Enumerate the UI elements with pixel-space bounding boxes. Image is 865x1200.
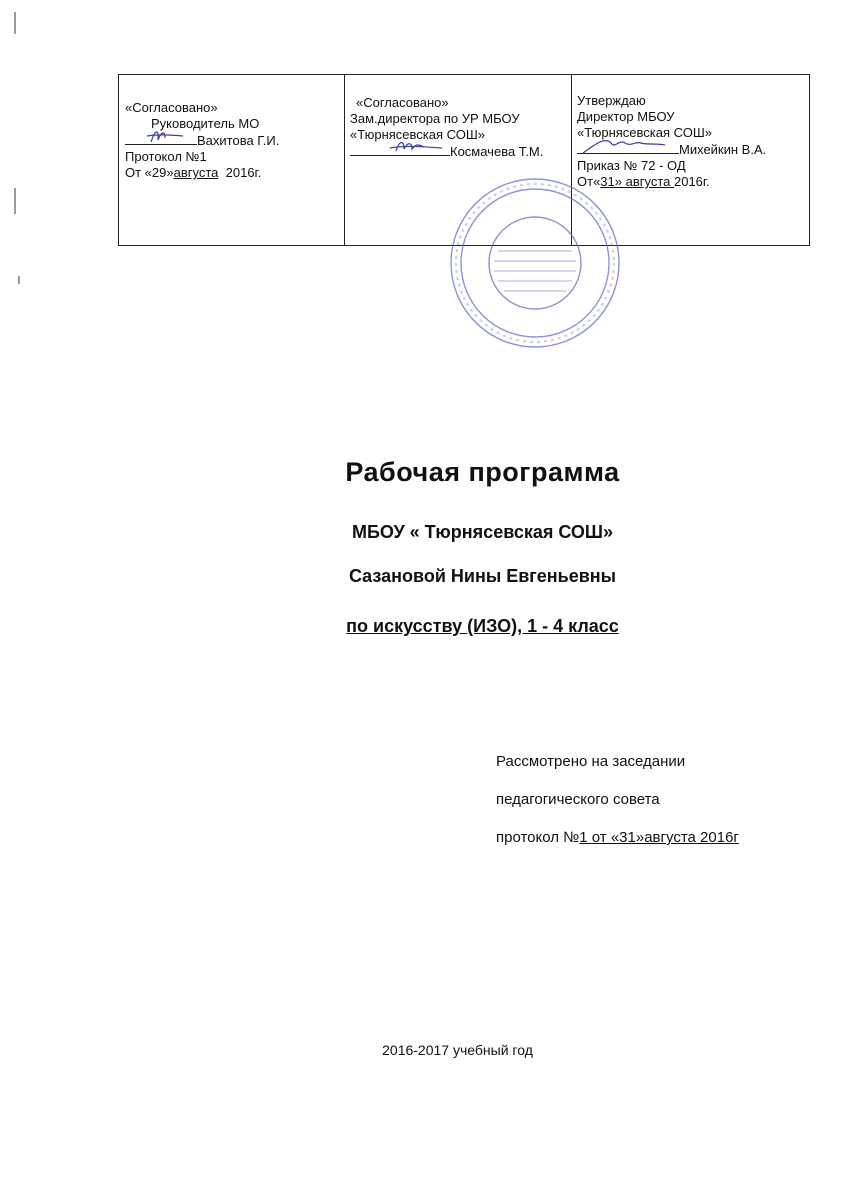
- academic-year: 2016-2017 учебный год: [382, 1042, 533, 1058]
- signature-image: [350, 135, 450, 157]
- date-prefix: От «29»: [125, 165, 174, 180]
- approval-school: «Тюрнясевская СОШ»: [577, 125, 713, 140]
- author-name: Сазановой Нины Евгеньевны: [348, 566, 617, 586]
- approval-date: [125, 165, 344, 181]
- approval-role: Директор МБОУ: [577, 109, 675, 124]
- date-month: 31» августа: [600, 174, 674, 189]
- approval-signer: Космачева Т.М.: [450, 144, 544, 159]
- date-year: 2016г.: [225, 165, 262, 180]
- date-month: августа: [173, 165, 219, 180]
- approval-school: «Тюрнясевская СОШ»: [350, 127, 486, 142]
- review-protocol-label: протокол №: [496, 829, 580, 846]
- official-stamp: [448, 176, 623, 351]
- margin-mark: [14, 188, 16, 214]
- school-name: МБОУ « Тюрнясевская СОШ»: [351, 522, 614, 542]
- date-prefix: От«: [577, 174, 601, 189]
- approval-signer: Вахитова Г.И.: [197, 133, 280, 148]
- margin-mark: [14, 12, 16, 34]
- approval-order: Приказ № 72 - ОД: [577, 158, 686, 173]
- page-title: Рабочая программа: [345, 457, 620, 487]
- signature-line: [350, 143, 450, 156]
- review-line: [496, 828, 739, 866]
- review-line: Рассмотрено на заседании: [496, 753, 686, 770]
- signature-line: [125, 132, 197, 145]
- approval-label: «Согласовано»: [125, 100, 218, 115]
- review-note: [496, 752, 739, 866]
- approval-signer: Михейкин В.А.: [679, 142, 767, 157]
- margin-mark: [18, 276, 20, 284]
- approval-protocol: Протокол №1: [125, 149, 207, 164]
- signature-image: [125, 124, 195, 146]
- subject-line: по искусству (ИЗО), 1 - 4 класс: [346, 616, 619, 636]
- approval-label: Утверждаю: [577, 93, 646, 108]
- date-year: 2016г.: [673, 174, 710, 189]
- signature-line: [577, 141, 679, 154]
- review-line: педагогического совета: [496, 791, 660, 808]
- signature-image: [577, 133, 679, 157]
- review-protocol-date: 1 от «31»августа 2016г: [579, 829, 739, 846]
- approval-role: Зам.директора по УР МБОУ: [350, 111, 520, 126]
- approval-label: «Согласовано»: [356, 95, 449, 110]
- approval-role: Руководитель МО: [151, 116, 260, 131]
- approval-cell-mo: [119, 75, 344, 245]
